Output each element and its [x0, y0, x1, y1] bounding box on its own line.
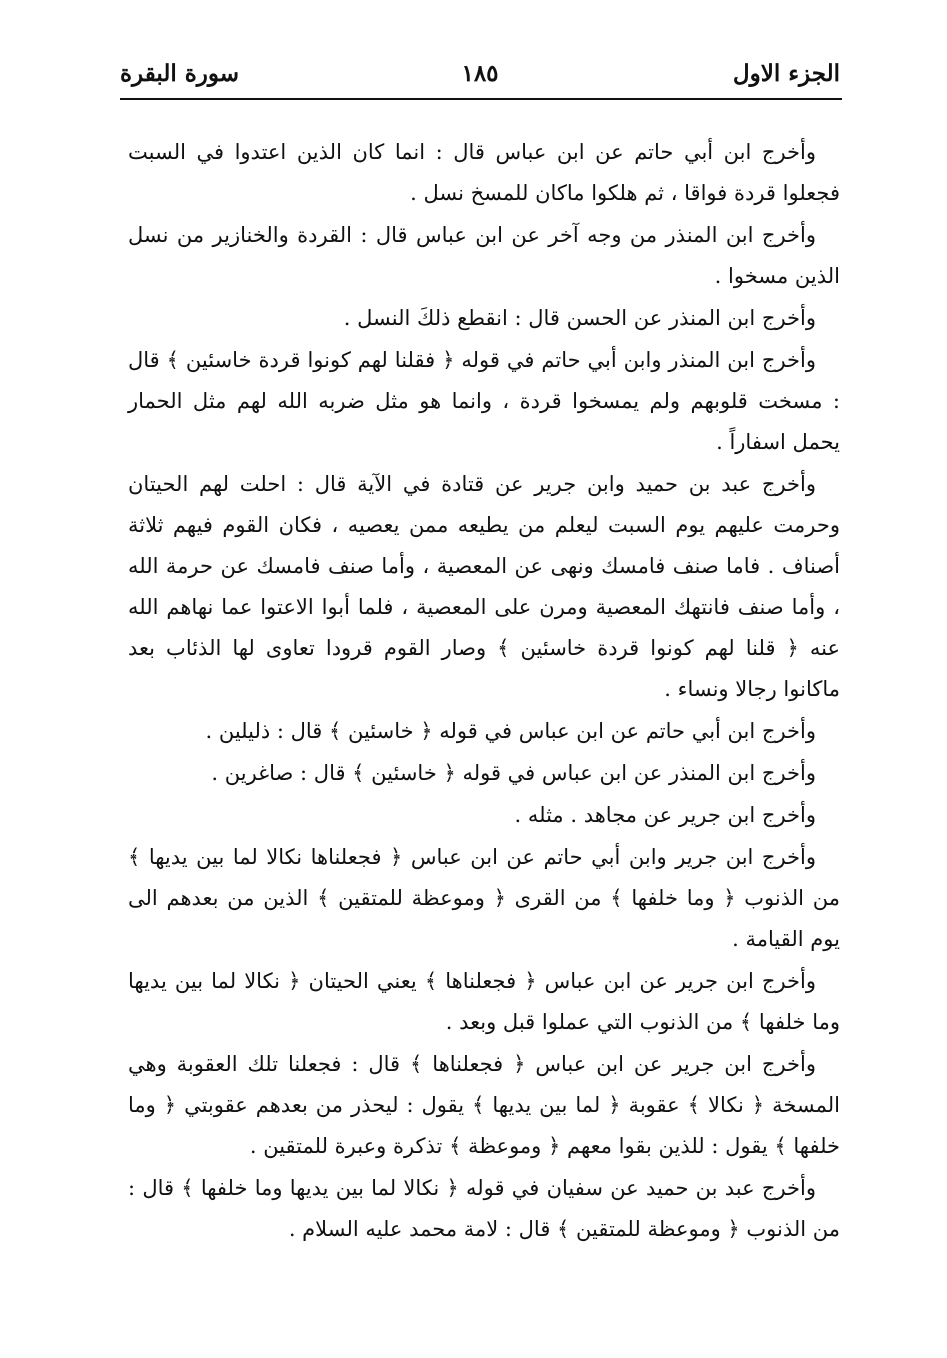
paragraph-6: وأخرج ابن أبي حاتم عن ابن عباس في قوله ﴿ خاسئين ﴾ قال : ذليلين . — [205, 719, 816, 743]
paragraph-9: وأخرج ابن جرير وابن أبي حاتم عن ابن عباس ﴿ فجعلناها نكالا لما بين يديها ﴾ من الذنوب ﴿ وما خلفها ﴾ من القرى ﴿ وموعظة للمتقين ﴾ الذين من بعدهم الى يوم القيامة . — [128, 845, 840, 951]
surah-title: سورة البقرة — [120, 60, 240, 87]
page-number: ١٨٥ — [461, 60, 499, 87]
paragraph-3: وأخرج ابن المنذر عن الحسن قال : انقطع ذلكَ النسل . — [343, 306, 816, 330]
paragraph-5: وأخرج عبد بن حميد وابن جرير عن قتادة في الآية قال : احلت لهم الحيتان وحرمت عليهم يوم السبت ليعلم من يطيعه ممن يعصيه ، فكان القوم فيهم ثلاثة أصناف . فاما صنف فامسك ونهى عن المعصية ، وأما صنف فامسك عن حرمة الله ، وأما صنف فانتهك المعصية ومرن على المعصية ، فلما أبوا الاعتوا عما نهاهم الله عنه ﴿ قلنا لهم كونوا قردة خاسئين ﴾ وصار القوم قرودا تعاوى لها الذئاب بعد ماكانوا رجالا ونساء . — [128, 472, 840, 701]
paragraph-7: وأخرج ابن المنذر عن ابن عباس في قوله ﴿ خاسئين ﴾ قال : صاغرين . — [211, 761, 816, 785]
paragraph-1: وأخرج ابن أبي حاتم عن ابن عباس قال : انما كان الذين اعتدوا في السبت فجعلوا قردة فواقا ، ثم هلكوا ماكان للمسخ نسل . — [128, 140, 840, 205]
volume-title: الجزء الاول — [732, 60, 840, 87]
page-body — [128, 132, 840, 1251]
paragraph-10: وأخرج ابن جرير عن ابن عباس ﴿ فجعلناها ﴾ يعني الحيتان ﴿ نكالا لما بين يديها وما خلفها ﴾ من الذنوب التي عملوا قبل وبعد . — [128, 969, 840, 1034]
paragraph-2: وأخرج ابن المنذر من وجه آخر عن ابن عباس قال : القردة والخنازير من نسل الذين مسخوا . — [128, 223, 840, 288]
paragraph-11: وأخرج ابن جرير عن ابن عباس ﴿ فجعلناها ﴾ قال : فجعلنا تلك العقوبة وهي المسخة ﴿ نكالا ﴾ عقوبة ﴿ لما بين يديها ﴾ يقول : ليحذر من بعدهم عقوبتي ﴿ وما خلفها ﴾ يقول : للذين بقوا معهم ﴿ وموعظة ﴾ تذكرة وعبرة للمتقين . — [128, 1052, 840, 1158]
paragraph-8: وأخرج ابن جرير عن مجاهد . مثله . — [514, 803, 816, 827]
paragraph-4: وأخرج ابن المنذر وابن أبي حاتم في قوله ﴿ فقلنا لهم كونوا قردة خاسئين ﴾ قال : مسخت قلوبهم ولم يمسخوا قردة ، وانما هو مثل ضربه الله لهم مثل الحمار يحمل اسفاراً . — [128, 348, 840, 454]
page-header — [120, 52, 840, 98]
paragraph-12: وأخرج عبد بن حميد عن سفيان في قوله ﴿ نكالا لما بين يديها وما خلفها ﴾ قال : من الذنوب ﴿ وموعظة للمتقين ﴾ قال : لامة محمد عليه السلام . — [128, 1176, 840, 1241]
header-divider — [120, 98, 842, 100]
